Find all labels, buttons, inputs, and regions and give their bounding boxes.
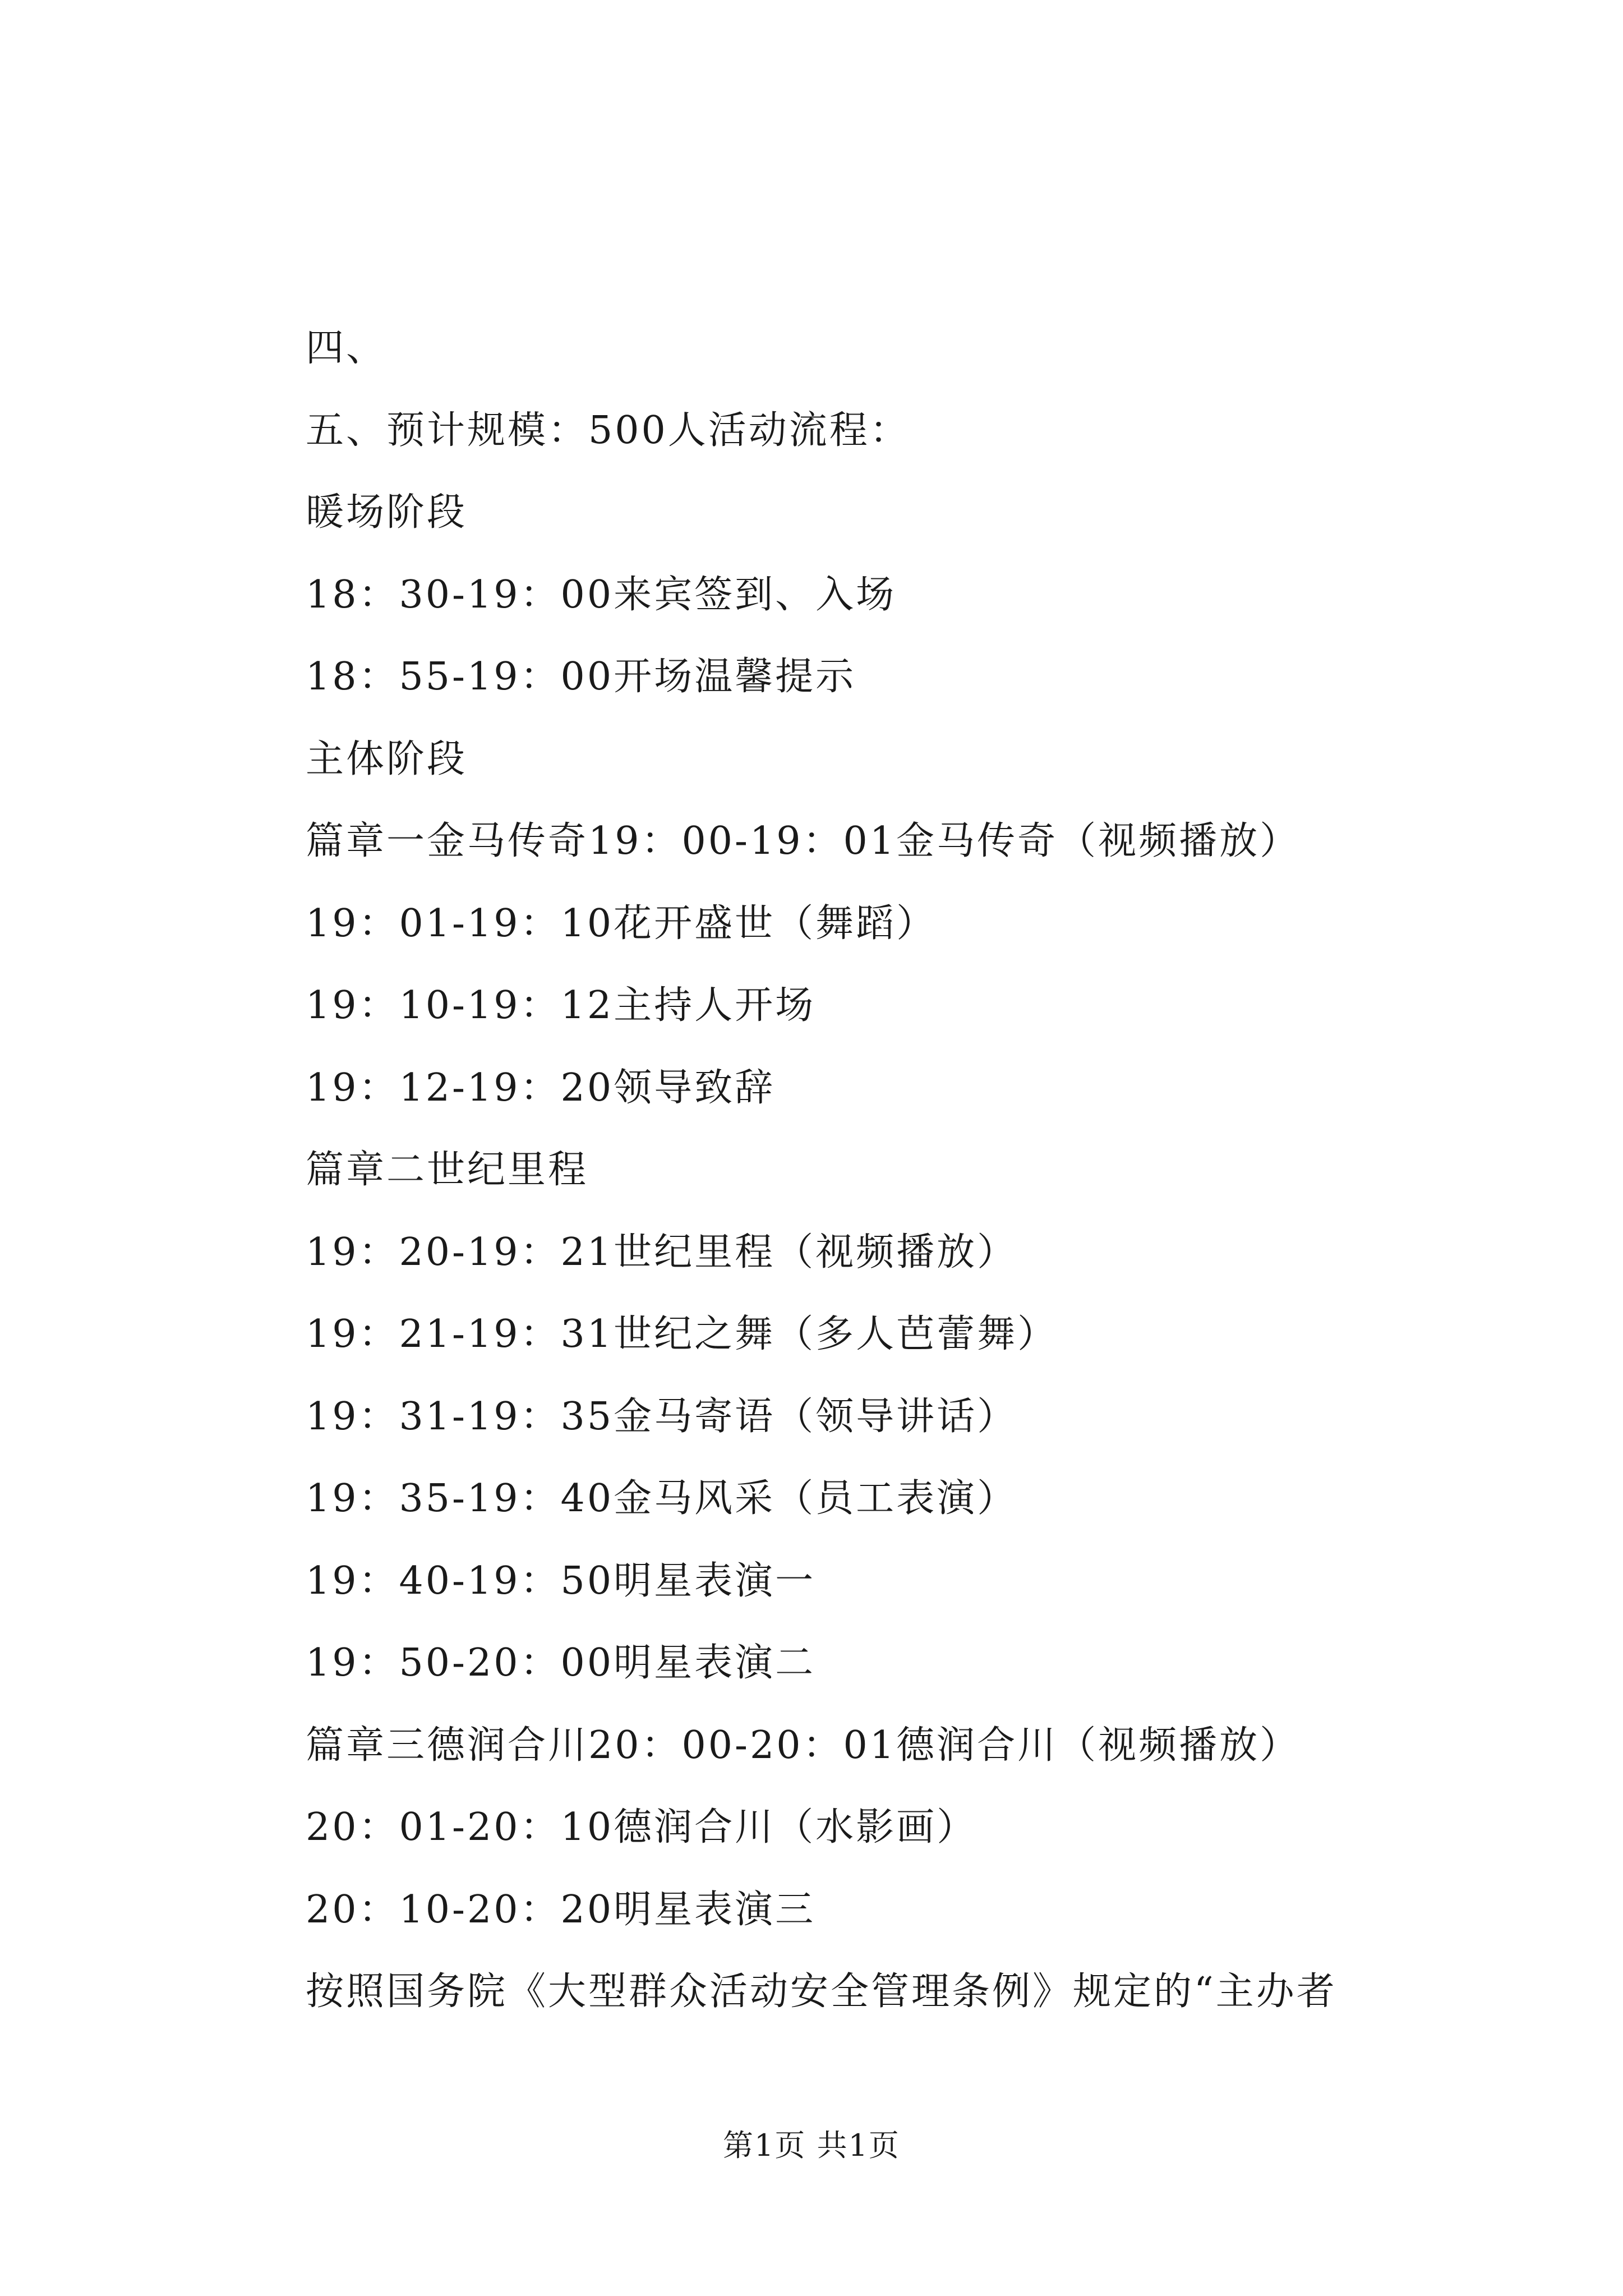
text-line: 四、 xyxy=(306,326,387,370)
schedule-item: 19：50-20：00明星表演二 xyxy=(306,1641,816,1685)
schedule-item: 篇章三德润合川20：00-20：01德润合川（视频播放） xyxy=(306,1723,1301,1768)
schedule-item: 18：30-19：00来宾签到、入场 xyxy=(306,572,897,617)
schedule-item: 19：10-19：12主持人开场 xyxy=(306,983,816,1028)
text-line: 五、预计规模：500人活动流程： xyxy=(306,408,910,453)
schedule-item: 19：01-19：10花开盛世（舞蹈） xyxy=(306,901,937,946)
schedule-item: 18：55-19：00开场温馨提示 xyxy=(306,655,856,699)
schedule-item: 篇章一金马传奇19：00-19：01金马传奇（视频播放） xyxy=(306,819,1301,863)
text-line: 按照国务院《大型群众活动安全管理条例》规定的“主办者 xyxy=(306,1970,1337,2014)
section-heading: 篇章二世纪里程 xyxy=(306,1148,589,1192)
document-body xyxy=(306,307,1483,2033)
section-heading: 主体阶段 xyxy=(306,737,468,781)
page-footer: 第1页 共1页 xyxy=(723,2128,900,2163)
schedule-item: 19：40-19：50明星表演一 xyxy=(306,1558,816,1603)
schedule-item: 19：21-19：31世纪之舞（多人芭蕾舞） xyxy=(306,1312,1058,1356)
schedule-item: 19：31-19：35金马寄语（领导讲话） xyxy=(306,1394,1018,1439)
section-heading: 暖场阶段 xyxy=(306,490,468,535)
schedule-item: 19：12-19：20领导致辞 xyxy=(306,1065,776,1110)
schedule-item: 19：35-19：40金马风采（员工表演） xyxy=(306,1476,1018,1521)
schedule-item: 20：10-20：20明星表演三 xyxy=(306,1887,816,1932)
schedule-item: 20：01-20：10德润合川（水影画） xyxy=(306,1805,978,1849)
schedule-item: 19：20-19：21世纪里程（视频播放） xyxy=(306,1230,1018,1274)
